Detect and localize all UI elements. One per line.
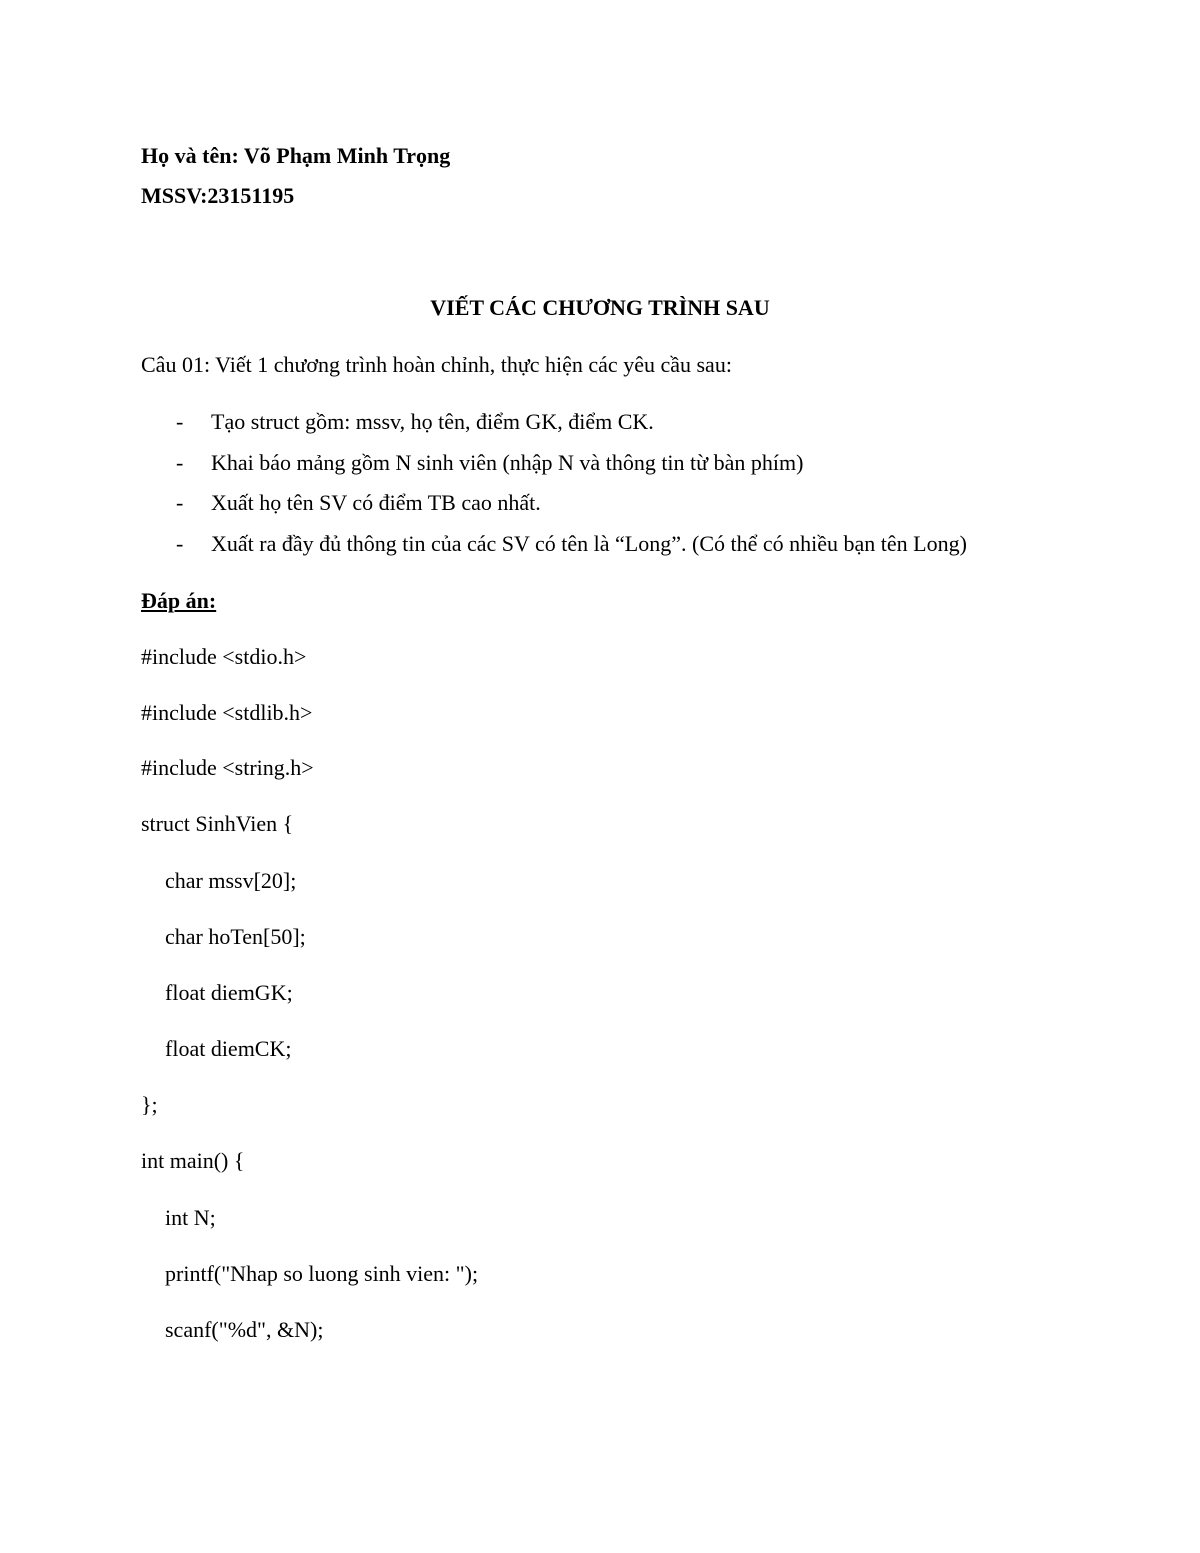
bullet-item: Xuất họ tên SV có điểm TB cao nhất. (211, 490, 541, 515)
code-line: #include <string.h> (141, 755, 314, 780)
code-line: float diemGK; (165, 980, 293, 1005)
code-line: #include <stdio.h> (141, 644, 307, 669)
bullet-marker: - (176, 490, 184, 515)
code-line: char mssv[20]; (165, 868, 297, 893)
question-text: Câu 01: Viết 1 chương trình hoàn chỉnh, thực hiện các yêu cầu sau: (141, 352, 732, 377)
code-line: scanf("%d", &N); (165, 1317, 324, 1342)
answer-label: Đáp án: (141, 588, 217, 613)
bullet-item: Xuất ra đầy đủ thông tin của các SV có tên là “Long”. (Có thể có nhiều bạn tên Long) (211, 531, 967, 556)
bullet-item: Tạo struct gồm: mssv, họ tên, điểm GK, điểm CK. (211, 409, 654, 434)
code-line: float diemCK; (165, 1036, 292, 1061)
code-line: }; (141, 1092, 158, 1117)
page-title: VIẾT CÁC CHƯƠNG TRÌNH SAU (430, 295, 770, 320)
code-line: int N; (165, 1205, 216, 1230)
student-name-line: Họ và tên: Võ Phạm Minh Trọng (141, 143, 451, 168)
code-line: #include <stdlib.h> (141, 700, 313, 725)
code-line: struct SinhVien { (141, 811, 294, 836)
bullet-marker: - (176, 450, 184, 475)
code-line: int main() { (141, 1148, 245, 1173)
bullet-item: Khai báo mảng gồm N sinh viên (nhập N và thông tin từ bàn phím) (211, 450, 804, 475)
student-id-line: MSSV:23151195 (141, 183, 295, 208)
code-line: char hoTen[50]; (165, 924, 306, 949)
code-line: printf("Nhap so luong sinh vien: "); (165, 1261, 479, 1286)
bullet-marker: - (176, 531, 184, 556)
bullet-marker: - (176, 409, 184, 434)
